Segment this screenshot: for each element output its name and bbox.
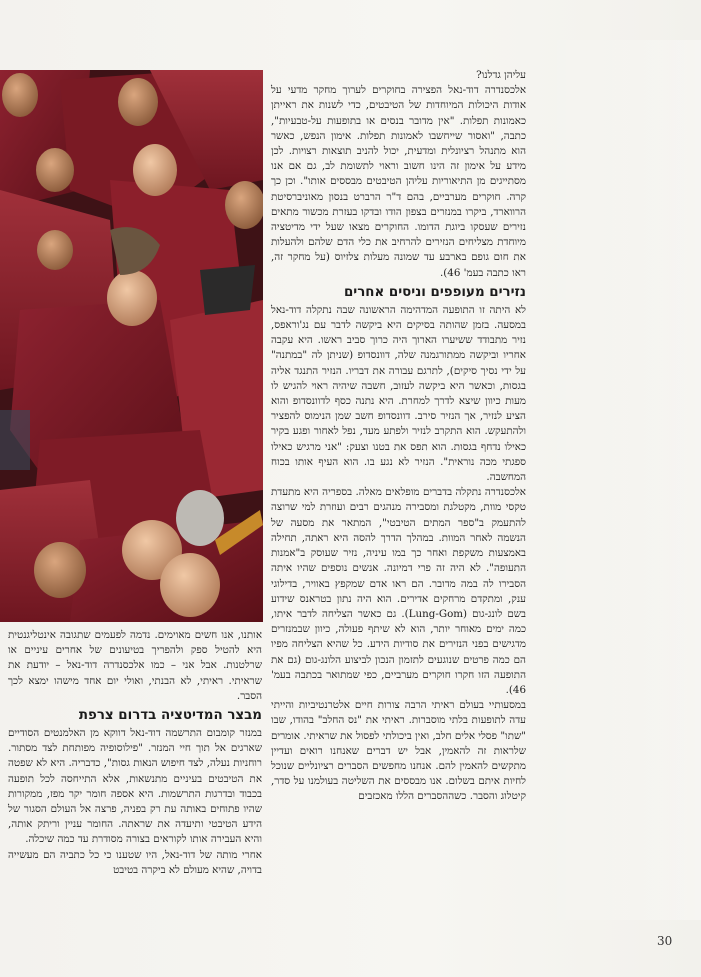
- paragraph: אלכסנדרה נתקלה בדברים מופלאים מאלה. בספריה היא מתעדת טקסי מוות, מקטלגת ומסבירה מנהגים רבים ועוזרת למי שרוצה להתעמק ב"ספר המתים הטיבטי", המתאר את מסעה של הנשמה לאחר המוות. במהלך הדרך להסה היא ראתה, תחילה באמצעות משקפת ואחר כך במו עיניה, נזיר שעוסק ב"אמנות התעופה". לא היה זה פרי דמיונה. אנשים נוספים שהיו איתה הסבירו לה במה מדובר. הם ראו אדם שמקפץ באוויר, בדילוגי ענק, ומתקדם מרחקים אדירים. הוא היה נתון בטראנס שידוע בשם לונג-גום (Lung-Gom). גם כאשר הצליחה לדבר איתו, כמה ימים מאוחר יותר, הוא לא שיתף פעולה, כיוון שבמנזרים מדגישים בפני הנזירים את סודיות הידע. כל שהיא הצליחה מפיו הם כמה פרטים שנוגעים לתזמון הנכון לביצוע הלונג-גום (גם את התופעה הזו חקרו חוקרים מערביים, כפי שמתואר בכתבה בעמ' 46).: [271, 486, 526, 696]
- monks-illustration: [0, 70, 263, 622]
- section-heading: מבצר המדיטציה בדרום צרפת: [78, 708, 262, 724]
- paragraph: אותנו, אנו חשים מאוימים. נדמה לפעמים שתגובה אינטליגנטית היא להטיל ספק ולהפריך בטיעונים של אחרים עיניים או שרלטנות. אבל אני – כמו אלכסנדרה דוד-נאל – יודעת את שראיתי. ראיתי, לא הבנתי, ואולי יום אחד מישהו ימצא לכך הסבר.: [8, 629, 262, 702]
- paragraph: במסעותיי בעולם ראיתי הרבה צורות חיים אלטרנטיביות והייתי עדה לתופעות בלתי מוסברות. ראיתי את "נס החלב" בהודו, שבו "שתו" פסלי אלים חלב, ואין ביכולתי לפסול את שראיתי. אומרים שלראות זה להאמין, אבל יש דברים שאנחנו רואים ועדיין מתקשים להאמין להם. אנחנו מחפשים הסברים רציונליים שנוכל לחיות איתם בשלום. אנו מבססים את השליטה בעולמנו על סדר, קיטלוג והסבר. כשההסברים הללו מאכזבים: [271, 699, 526, 803]
- page-number: 30: [657, 934, 673, 948]
- paragraph: עליהן גדלנו?: [476, 69, 526, 81]
- right-column: [271, 68, 526, 805]
- left-column: [8, 628, 262, 878]
- paragraph: אלכסנדרה דוד-נאל הפצירה בחוקרים לערוך מחקר מדעי על אודות היכולות המיוחדות של הטיבטים, כדי לשנות את ראייתן כאמונות תפלות. "אין מדובר בנסים או בתופעות על-טבעיות", כתבה, "ואסור שייחשבו לאמונות תפלות. אימון הנפש, כאשר הוא מתנהל רציונלית ומדעית, יכול להניב תוצאות רצויות. לכן מידע על אימון זה הינו חשוב וראוי לתשומת לב, גם אם אנו מסתייגים מן התיאוריות עליהן הטיבטים מבססים אותו". וכן כך קרה. חוקרים מערביים, בהם ד"ר הרברט בנסון מאוניברסיטת הרווארד, ביקרו במנזרים בצפון הודו ובדקו בעזרת מכשור מתאים נזירים שעסקו ביוגת הדומו. החוקרים מצאו שעל ידי מדיטציה מיוחדת מצליחים הנזירים להרחיב את כלי הדם שלהם ולהעלות את חום גופם בארבע עד שמונה מעלות צלזיוס (על מחקר זה, ראו כתבה בעמ' 46).: [271, 84, 526, 279]
- paragraph: במנזר קומבום התרשמה דוד-נאל דווקא מן האלמנטים הסודיים שארגים אל תוך חיי המנזר. "פילוסופיה מפותחת לצד מסתור. רוחניות נעלה, לצד חיפוש הנאות גסות", כדבריה. היא לא שפטה את הטיבטים בעיניים מתנשאות, אלא התייחסה לכל תופעה בכבוד ובדרגות התרשמות. היא אספה חומר יקר מפז, ממקורות שהיו פתוחים באותה עת רק בפניה, פרצה אל העולם הסגור של הידע הטיבטי ותיעדה את שראתה. החומר עניין וריתק אותה, והיא העבירה אותו לקוראים בצורה מסודרת עד כמה שיכלה.: [8, 727, 262, 846]
- section-heading: נזירים מעופפים וניסים אחרים: [343, 284, 526, 300]
- paragraph: אחרי מותה של דוד-נאל, היו שטענו כי כל כתביה הם מעשייה בדויה, שהיא מעולם לא ביקרה בטיבט: [8, 848, 262, 876]
- monks-photo: [0, 70, 263, 622]
- paragraph: לא היתה זו התופעה המדהימה הראשונה שבה נתקלה דוד-נאל במסעה. בזמן שהותה בסיקים היא ביקשה לדבר עם נג'וראפס, נזיר מתבודד ששיערו הארוך היה כרוך סביב ראשו. היא עקבה אחריו וביקשה ממתורגמנה שלה, דוונסדופ (שניתן לה "במתנה" על ידי נסיך סיקים), לתרגם עבורה את דבריו. הנזיר התנגד אליה בגסות, וכאשר היא ביקשה לעזוב, חשבה שיהיה ראוי להגיש לו מעות כיוון שיצא לדרך למחרת. היא נתנה כסף לדוונסדופ והוא הציע לנזיר, אך הנזיר סירב. דוונסדופ חשב שמן הנימוס להפציר ולהתעקש. הוא התקרב לנזיר ולפתע מעד, נפל לאחור ופגע בקיר כאילו נדחף בגסות. הוא תפס את בטנו וצעק: "אני מרגיש כאילו ספגתי מכה נוראית". הנזיר לא נגע בו. הוא העיף אותו בכוח המחשבה.: [271, 303, 526, 484]
- page-shade: [540, 40, 701, 920]
